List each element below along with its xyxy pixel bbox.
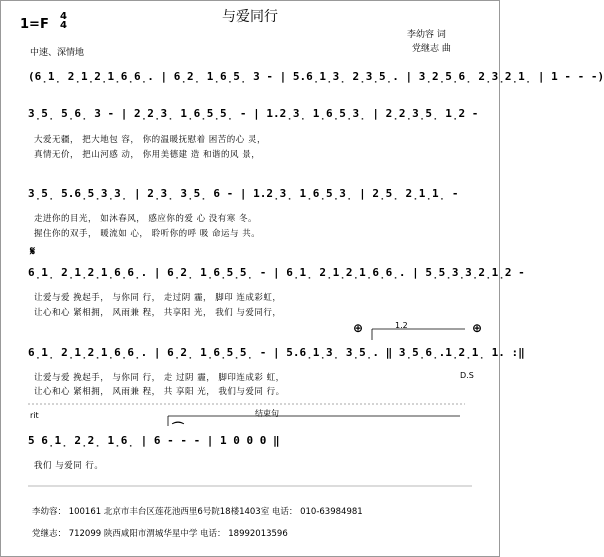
lyric-line-4a: 让爱与爱 挽起手， 与你同 行， 走过阴 霾， 脚印 连成彩虹， bbox=[34, 293, 282, 303]
staff-line-3: 3̣5̣ 5.6̣5̣3̣3̣ | 2̣3̣ 3̣5̣ 6 - | 1.2̣3̣ 1̣6̣5̣3̣ | 2̣5̣ 2̣1̣1̣ - bbox=[28, 187, 459, 200]
coda-sign-left: ⊕ bbox=[353, 321, 364, 335]
fermata-mark: ⌒ bbox=[172, 421, 185, 435]
meter-bottom: 4 bbox=[60, 20, 67, 31]
song-title: 与爱同行 bbox=[222, 9, 278, 25]
staff-line-1: (6̣1̣ 2̣1̣2̣1̣6̣6̣. | 6̣2̣ 1̣6̣5̣ 3 - | 5.6̣1̣3̣ 2̣3̣5̣. | 3̣2̣5̣6̣ 2̣3̣2̣1̣ | 1 - - -) bbox=[28, 70, 604, 83]
lyric-line-6: 我们 与爱同 行。 bbox=[34, 461, 104, 471]
lyric-line-3b: 握住你的双手， 暖流如 心， 聆听你的呼 吸 命运与 共。 bbox=[34, 229, 261, 239]
key-signature: 1=F bbox=[20, 17, 49, 32]
lyric-line-5a: 让爱与爱 挽起手， 与你同 行， 走 过阴 霾， 脚印连成彩 虹， bbox=[34, 373, 285, 383]
ending-label: 结束句 bbox=[255, 409, 279, 418]
lyric-line-2b: 真情无价， 把山河感 动， 你用美德建 造 和谐的风 景， bbox=[34, 150, 261, 160]
lyric-line-2a: 大爱无疆， 把大地包 容， 你的温暖抚慰着 困苦的心 灵， bbox=[34, 135, 267, 145]
ds-marking: D.S bbox=[460, 371, 474, 380]
lyric-line-4b: 让心和心 紧相拥， 风雨兼 程， 共享阳 光， 我们 与爱同行， bbox=[34, 308, 282, 318]
composer-credit: 党继志 曲 bbox=[412, 44, 451, 54]
staff-line-6: 5 6̣1̣ 2̣2̣ 1̣6̣ | 6 - - - | 1 0 0 0 ‖ bbox=[28, 434, 280, 447]
staff-line-2: 3̣5̣ 5̣6̣ 3 - | 2̣2̣3̣ 1̣6̣5̣5̣ - | 1.2̣3̣ 1̣6̣5̣3̣ | 2̣2̣3̣5̣ 1̣2 - bbox=[28, 107, 479, 120]
segno-sign: 𝄋 bbox=[30, 244, 36, 258]
coda-sign-right: ⊕ bbox=[472, 321, 483, 335]
rit-marking: rit bbox=[30, 411, 39, 420]
lyric-line-3a: 走进你的目光， 如沐春风， 感应你的爱 心 没有寒 冬。 bbox=[34, 214, 258, 224]
staff-line-5: 6̣1̣ 2̣1̣2̣1̣6̣6̣. | 6̣2̣ 1̣6̣5̣5̣ - | 5.6̣1̣3̣ 3̣5̣. ‖ 3̣5̣6̣.1̣2̣1̣ 1. :‖ bbox=[28, 346, 525, 359]
lyricist-credit: 李幼容 词 bbox=[407, 30, 446, 40]
meter-top: 4 bbox=[60, 11, 67, 22]
footer-contact-composer: 党继志： 712099 陕西咸阳市渭城华星中学 电话： 18992013596 bbox=[32, 529, 288, 539]
footer-contact-lyricist: 李幼容： 100161 北京市丰台区莲花池西里6号院18楼1403室 电话： 010-63984981 bbox=[32, 507, 363, 517]
lyric-line-5b: 让心和心 紧相拥， 风雨兼 程， 共 享阳 光， 我们与爱同 行。 bbox=[34, 387, 285, 397]
staff-line-4: 6̣1̣ 2̣1̣2̣1̣6̣6̣. | 6̣2̣ 1̣6̣5̣5̣ - | 6̣1̣ 2̣1̣2̣1̣6̣6̣. | 5̣5̣3̣3̣2̣1̣2 - bbox=[28, 266, 525, 279]
volta-label: 1.2 bbox=[395, 321, 408, 330]
tempo-marking: 中速、深情地 bbox=[30, 48, 85, 58]
